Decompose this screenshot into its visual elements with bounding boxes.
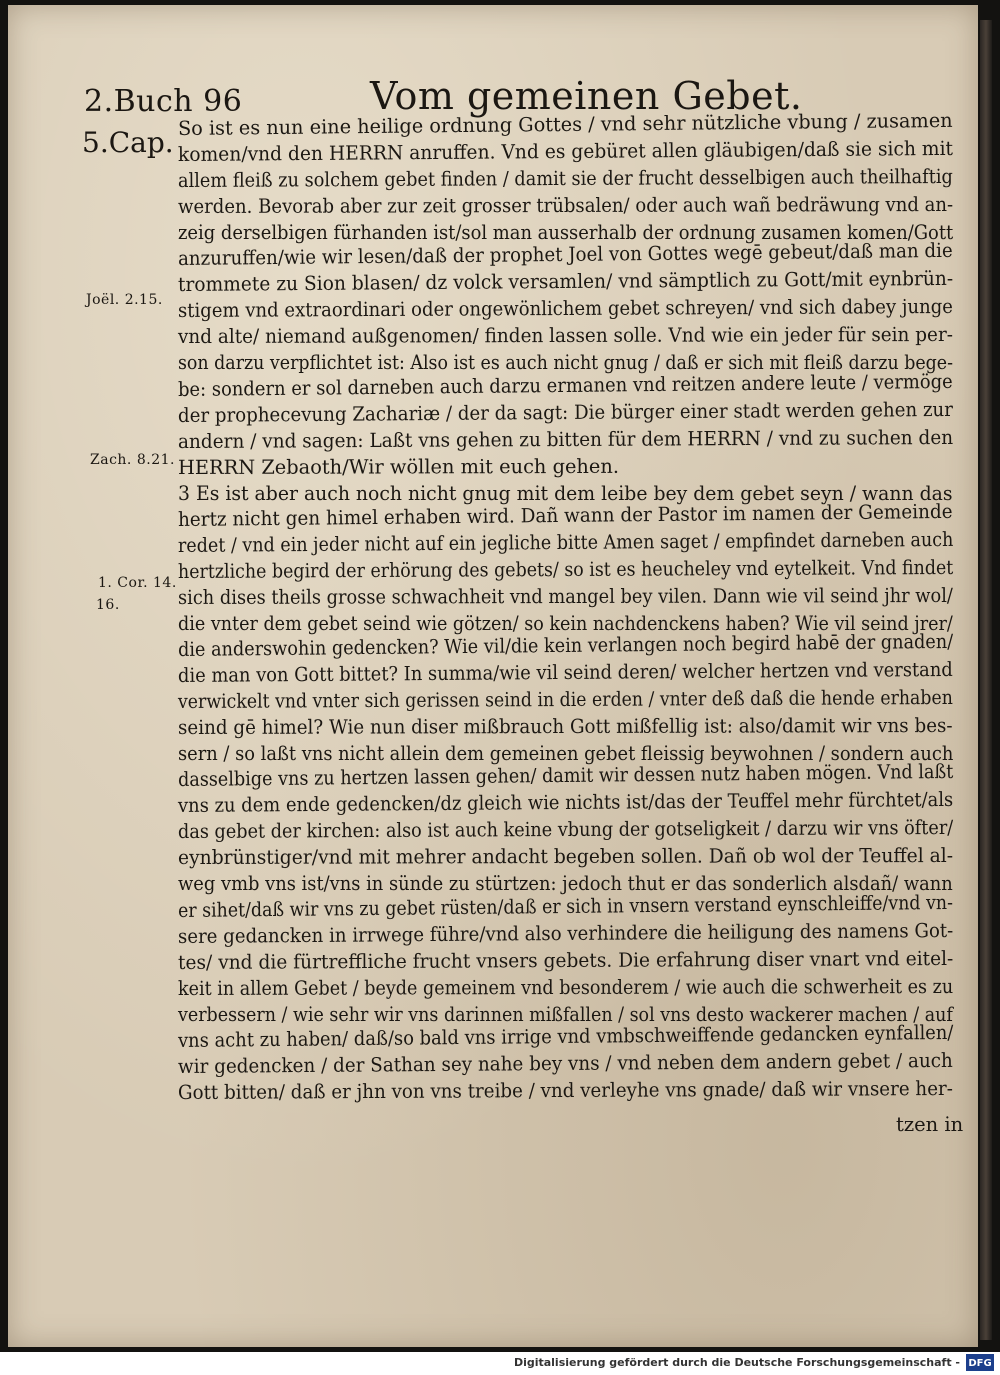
text-line: vns zu dem ende gedencken/dz gleich wie nichts ist/das der Teuffel mehr fürchtet/als — [177, 788, 954, 818]
text-line: HERRN Zebaoth/Wir wöllen mit euch gehen. — [177, 454, 620, 479]
text-line: wir gedencken / der Sathan sey nahe bey vns / vnd neben dem andern gebet / auch — [177, 1048, 953, 1078]
text-line: sich dises theils grosse schwachheit vnd mangel bey vilen. Dann wie vil seind jhr wol/ — [177, 583, 953, 609]
margin-note-cor-verse: 16. — [96, 597, 120, 613]
chapter-label: 5.Cap. — [82, 126, 174, 159]
catchword: tzen in — [896, 1113, 964, 1136]
text-line: vnd alte/ niemand außgenomen/ finden lassen solle. Vnd wie ein jeder für sein per- — [177, 323, 953, 349]
text-line: vns acht zu haben/ daß/so bald vns irrige vnd vmbschweiffende gedancken eynfallen/ — [177, 1020, 954, 1052]
text-line: er sihet/daß wir vns zu gebet rüsten/daß er sich in vnsern verstand eynschleiffe/vnd vn- — [177, 890, 954, 922]
text-line: das gebet der kirchen: also ist auch keine vbung der gotseligkeit / darzu wir vns öfter/ — [177, 816, 954, 844]
text-line: hertz nicht gen himel erhaben wird. Dañ wann der Pastor im namen der Gemeinde — [177, 499, 953, 531]
text-line: zeig derselbigen fürhanden ist/sol man ausserhalb der ordnung zusamen komen/Gott — [178, 221, 954, 245]
text-line: Gott bitten/ daß er jhn von vns treibe / vnd verleyhe vns gnade/ daß wir vnsere her- — [177, 1076, 953, 1104]
text-line: tes/ vnd die fürtreffliche frucht vnsers gebets. Die erfahrung diser vnart vnd eitel- — [177, 946, 954, 974]
text-line: son darzu verpflichtet ist: Also ist es auch nicht gnug / daß er sich mit fleiß darzu bege- — [178, 351, 953, 375]
text-line: verbessern / wie sehr wir vns darinnen mißfallen / sol vns desto wackerer machen / auf — [178, 1002, 953, 1026]
dfg-logo: DFG — [966, 1354, 994, 1371]
margin-note-zach: Zach. 8.21. — [90, 452, 175, 468]
text-line: eynbrünstiger/vnd mit mehrer andacht begeben sollen. Dañ ob wol der Teuffel al- — [177, 844, 954, 870]
text-line: So ist es nun eine heilige ordnung Gottes / vnd sehr nützliche vbung / zusamen — [177, 108, 953, 140]
margin-note-cor: 1. Cor. 14. — [98, 575, 177, 591]
text-line: die man von Gott bittet? In summa/wie vil seind deren/ welcher hertzen vnd verstand — [177, 657, 953, 688]
page-title: Vom gemeinen Gebet. — [370, 74, 803, 118]
text-line: werden. Bevorab aber zur zeit grosser trübsalen/ oder auch wañ bedräwung vnd an- — [177, 193, 954, 219]
text-line: hertzliche begird der erhörung des gebets/ so ist es heucheley vnd eytelkeit. Vnd findet — [177, 555, 954, 583]
text-line: der prophecevung Zachariæ / der da sagt: Die bürger einer stadt werden gehen zur — [177, 397, 953, 427]
book-page-number: 2.Buch 96 — [84, 84, 243, 119]
text-line: be: sondern er sol darneben auch darzu ermanen vnd reitzen andere leute / vermöge — [177, 369, 953, 401]
text-line: die vnter dem gebet seind wie götzen/ so kein nachdenckens haben? Wie vil seind jrer/ — [178, 611, 953, 635]
text-line: redet / vnd ein jeder nicht auf ein jegliche bitte Amen saget / empfindet darneben auch — [177, 527, 954, 557]
text-line: keit in allem Gebet / beyde gemeinem vnd besonderem / wie auch die schwerheit es zu — [177, 974, 954, 1000]
text-line: verwickelt vnd vnter sich gerissen seind in die erden / vnter deß daß die hende erhaben — [177, 686, 953, 714]
text-line: weg vmb vns ist/vns in sünde zu stürtzen: jedoch thut er das sonderlich alsdañ/ wann — [178, 872, 953, 896]
text-line: komen/vnd den HERRN anruffen. Vnd es gebüret allen gläubigen/daß sie sich mit — [177, 136, 954, 167]
page-edge — [980, 20, 992, 1340]
text-line: 3 Es ist aber auch noch nicht gnug mit dem leibe bey dem gebet seyn / wann das — [178, 481, 953, 505]
text-line: stigem vnd extraordinari oder ongewönlichem gebet schreyen/ vnd sich dabey junge — [177, 295, 953, 323]
text-line: trommete zu Sion blasen/ dz volck versamlen/ vnd sämptlich zu Gott/mit eynbrün- — [177, 267, 954, 297]
text-line: dasselbige vns zu hertzen lassen gehen/ damit wir dessen nutz haben mögen. Vnd laßt — [177, 760, 954, 792]
footer-credit: Digitalisierung gefördert durch die Deutsche Forschungsgemeinschaft - — [513, 1356, 960, 1369]
text-line: allem fleiß zu solchem gebet finden / damit sie der frucht desselbigen auch theilhaftig — [177, 165, 953, 193]
text-line: anzuruffen/wie wir lesen/daß der prophet Joel von Gottes wegē gebeut/daß man die — [177, 239, 953, 271]
text-line: andern / vnd sagen: Laßt vns gehen zu bitten für dem HERRN / vnd zu suchen den — [177, 425, 954, 453]
margin-note-joel: Joël. 2.15. — [86, 292, 163, 308]
text-line: seind gē himel? Wie nun diser mißbrauch Gott mißfellig ist: also/damit wir vns bes- — [177, 714, 953, 740]
text-line: sern / so laßt vns nicht allein dem gemeinen gebet fleissig beywohnen / sondern auch — [178, 742, 954, 766]
text-line: sere gedancken in irrwege führe/vnd also verhindere die heiligung des namens Got- — [177, 918, 954, 948]
text-line: die anderswohin gedencken? Wie vil/die kein verlangen noch begird habē der gnaden/ — [177, 629, 954, 661]
